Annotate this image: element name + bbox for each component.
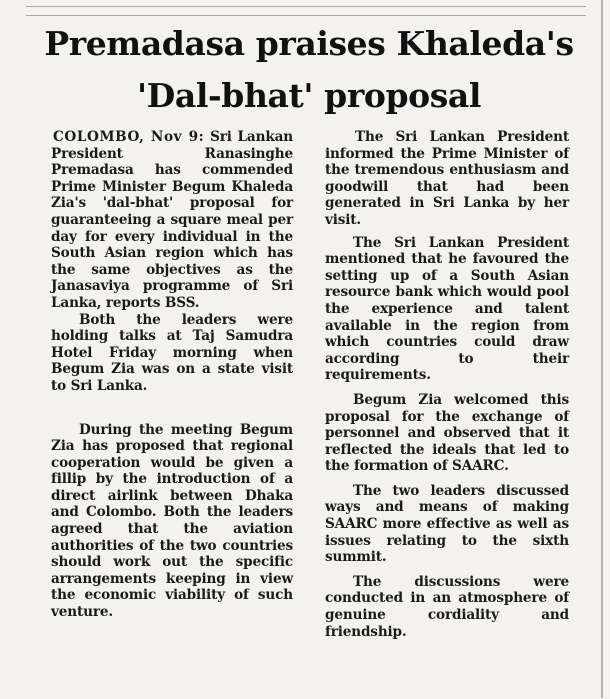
- dateline: COLOMBO, Nov 9:: [53, 129, 205, 145]
- paragraph-1: [51, 129, 293, 312]
- left-column: [51, 129, 293, 629]
- paragraph-5: The Sri Lankan President mentioned that he favoured the setting up of a South Asian resource bank which would pool the experience and talent available in the region from which countries could draw according to their requirements.: [325, 234, 569, 384]
- paragraph-3: During the meeting Begum Zia has proposed that regional cooperation would be given a fillip by the introduction of a direct airlink between Dhaka and Colombo. Both the leaders agreed that the aviation authorities of the two countries should work out the specific arrangements keeping in view the economic viability of such venture.: [51, 421, 293, 621]
- right-column-rule: [601, 0, 603, 698]
- paragraph-7: The two leaders discussed ways and means of making SAARC more effective as well as issues relating to the sixth summit.: [325, 482, 569, 566]
- headline: [26, 18, 592, 122]
- right-column: [325, 129, 569, 648]
- top-rule: [26, 6, 586, 16]
- paragraph-2: Both the leaders were holding talks at Taj Samudra Hotel Friday morning when Begum Zia was on a state visit to Sri Lanka.: [51, 311, 293, 394]
- headline-line-2: 'Dal-bhat' proposal: [136, 76, 482, 115]
- paragraph-8: The discussions were conducted in an atmosphere of genuine cordiality and friendship.: [325, 573, 569, 640]
- paragraph-4: The Sri Lankan President informed the Prime Minister of the tremendous enthusiasm and goodwill that had been generated in Sri Lanka by her visit.: [325, 129, 569, 228]
- paragraph-1-text: Sri Lankan President Ranasinghe Premadasa has commended Prime Minister Begum Khaleda Zia's 'dal-bhat' proposal for guaranteeing a square meal per day for every individual in the South Asian region which has the same objectives as the Janasaviya programme of Sri Lanka, reports BSS.: [51, 129, 293, 311]
- headline-line-1: Premadasa praises Khaleda's: [44, 24, 574, 63]
- paragraph-6: Begum Zia welcomed this proposal for the exchange of personnel and observed that it reflected the ideals that led to the formation of SAARC.: [325, 391, 569, 475]
